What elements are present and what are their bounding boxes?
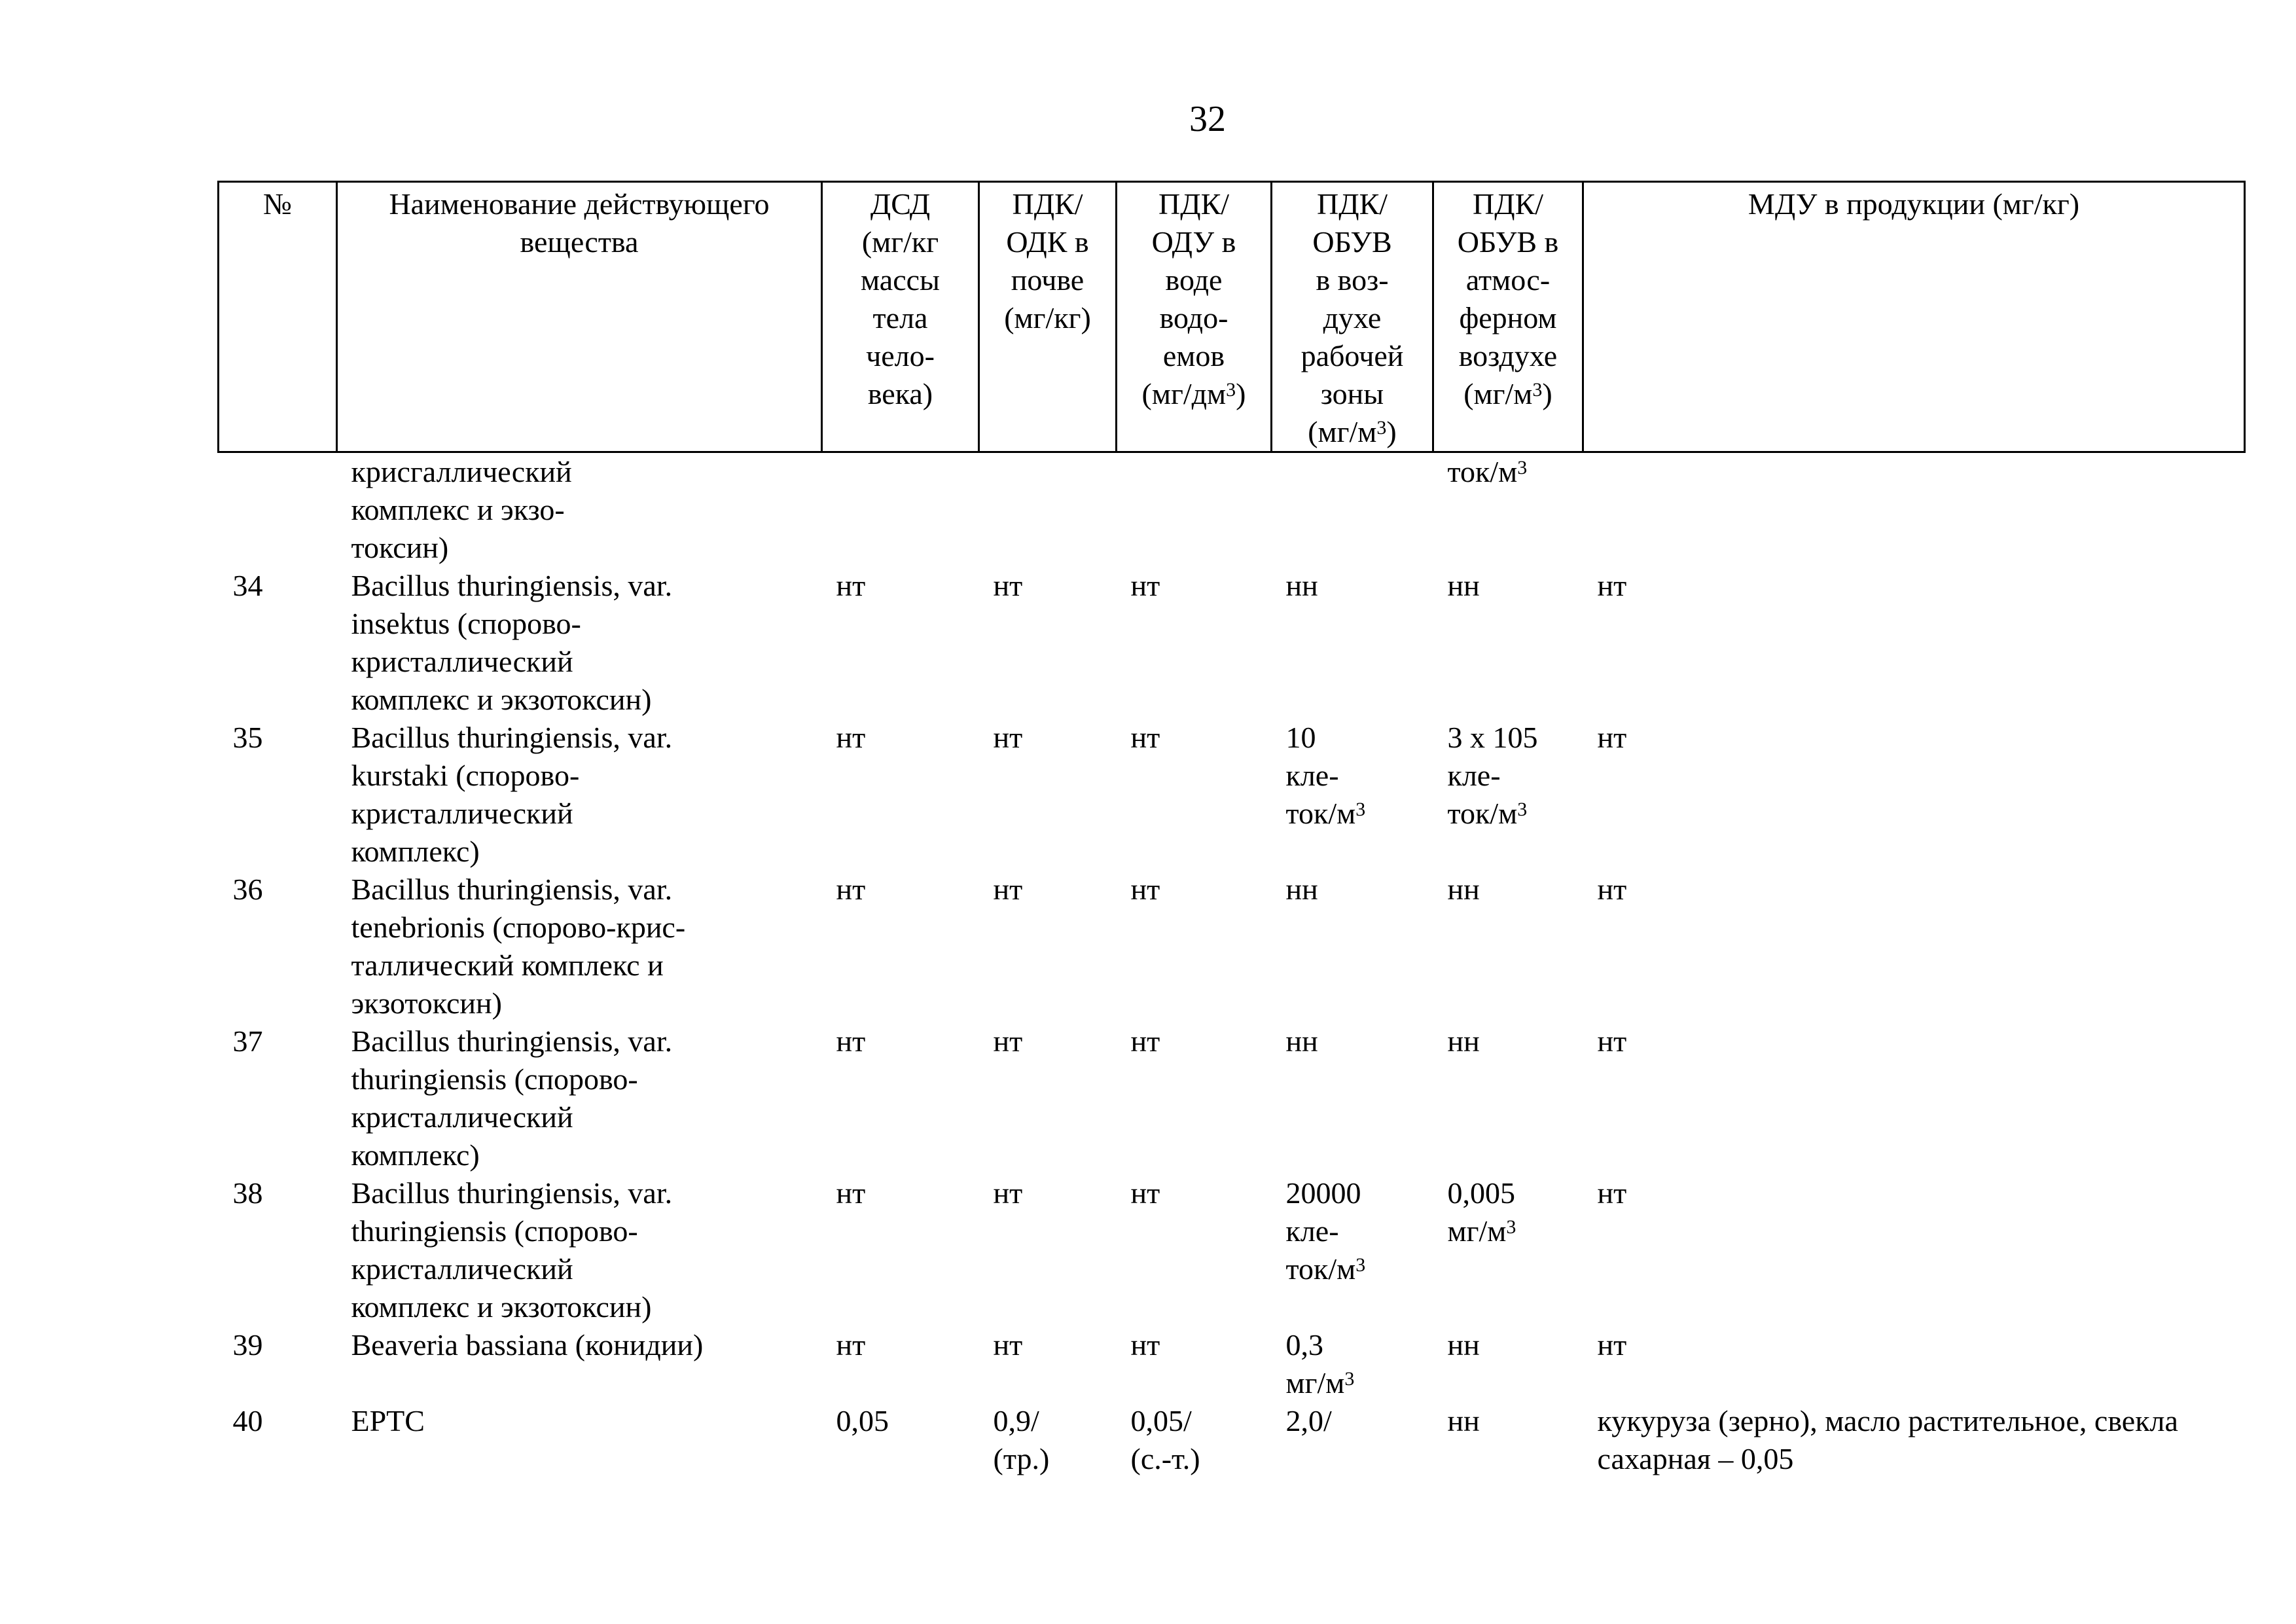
header-line: вещества [520,225,639,259]
header-unit-text: (мг/дм [1141,377,1227,410]
cell-workplace-air-mac [1272,567,1433,719]
cell-line: Bacillus thuringiensis, var. [351,569,673,602]
header-unit-text: (мг/м [1463,377,1533,410]
cell-line: (с.-т.) [1130,1442,1200,1475]
cell-line: токсин) [351,531,449,564]
cell-substance-name [337,719,822,871]
cell-workplace-air-mac [1272,871,1433,1022]
cell-adi [822,1022,979,1174]
header-line: атмос- [1465,263,1551,297]
cell-line: кле- [1285,1214,1339,1248]
cell-atmosphere-mac [1433,452,1583,568]
cell-line: таллический комплекс и [351,948,664,982]
table-row [219,1326,2245,1402]
superscript-3: 3 [1517,799,1528,820]
cell-mrl [1583,452,2245,568]
header-line: водо- [1159,301,1229,334]
cell-workplace-air-mac [1272,1402,1433,1478]
cell-line: insektus (спорово- [351,607,581,640]
cell-adi [822,452,979,568]
header-unit-close: ) [1542,377,1552,410]
table-row [219,719,2245,871]
cell-line: нт [1130,1024,1160,1058]
superscript-3: 3 [1506,1216,1516,1238]
superscript-3: 3 [1344,1368,1355,1390]
table-row [219,567,2245,719]
table-body [219,452,2245,1479]
cell-line: крисгаллический [351,455,572,488]
header-line: ПДК/ [1472,187,1544,221]
header-soil-mac [979,182,1117,452]
cell-line: нт [1130,873,1160,906]
cell-atmosphere-mac [1433,1174,1583,1326]
cell-atmosphere-mac [1433,1326,1583,1402]
cell-substance-name [337,1022,822,1174]
cell-line: нт [1597,721,1627,754]
cell-water-mac [1117,719,1272,871]
cell-line: сахарная – 0,05 [1597,1442,1794,1475]
cell-line: нт [836,569,866,602]
cell-water-mac [1117,1174,1272,1326]
cell-water-mac [1117,452,1272,568]
header-line: массы [861,263,940,297]
header-line: тела [872,301,928,334]
header-line: № [263,187,292,221]
cell-line: нт [993,1176,1023,1210]
cell-line: комплекс) [351,835,480,868]
cell-number: 37 [232,1024,263,1058]
cell-line: Bacillus thuringiensis, var. [351,873,673,906]
cell-line: $мг/м^3$ [1285,1366,1355,1399]
header-line: воде [1165,263,1223,297]
header-atmosphere-mac [1433,182,1583,452]
cell-line: кукуруза (зерно), масло растительное, свекла [1597,1404,2178,1437]
cell-atmosphere-mac [1433,719,1583,871]
header-line: ферном [1459,301,1557,334]
cell-number [219,452,337,568]
cell-number: 40 [232,1404,263,1437]
header-unit-close: ) [1236,377,1246,410]
cell-water-mac [1117,1326,1272,1402]
header-substance-name [337,182,822,452]
cell-soil-mac [979,871,1117,1022]
cell-line: thuringiensis (спорово- [351,1062,638,1096]
cell-line: ток/$м^3$ [1447,455,1528,488]
cell-line: 0,05 [836,1404,889,1437]
header-line: чело- [866,339,935,372]
cell-adi [822,1174,979,1326]
cell-line: tenebrionis (спорово-крис- [351,911,686,944]
cell-workplace-air-mac [1272,719,1433,871]
cell-line: kurstaki (спорово- [351,759,580,792]
cell-line: нт [993,721,1023,754]
cell-substance-name [337,452,822,568]
cell-line: нт [993,1024,1023,1058]
cell-soil-mac [979,1402,1117,1478]
cell-line: 2,0/ [1285,1404,1332,1437]
table-row [219,871,2245,1022]
cell-line: EPTC [351,1404,425,1437]
cell-line: комплекс и экзотоксин) [351,683,652,716]
header-line: века) [867,377,933,410]
cell-line: нн [1447,1404,1480,1437]
cell-mrl [1583,1022,2245,1174]
header-line: (мг/кг) [1004,301,1091,334]
cell-soil-mac [979,1022,1117,1174]
header-line: рабочей [1300,339,1404,372]
header-line: духе [1323,301,1382,334]
cell-line: нн [1447,873,1480,906]
cell-adi [822,567,979,719]
table-row [219,1174,2245,1326]
header-line: ОБУВ [1312,225,1392,259]
cell-substance-name [337,1174,822,1326]
header-water-mac [1117,182,1272,452]
header-line: ОБУВ в [1457,225,1559,259]
cell-water-mac [1117,871,1272,1022]
cell-mrl [1583,1174,2245,1326]
header-line: МДУ в продукции (мг/кг) [1748,187,2080,221]
cell-line: нн [1447,1328,1480,1362]
header-line: воздухе [1458,339,1558,372]
page-number: 32 [1189,99,1226,139]
header-unit [1276,413,1428,451]
cell-line: нт [836,1176,866,1210]
cell-adi [822,1402,979,1478]
table-header [219,182,2245,452]
cell-water-mac [1117,1402,1272,1478]
cell-line: нн [1447,569,1480,602]
cell-substance-name [337,1326,822,1402]
header-number [219,182,337,452]
superscript-3: 3 [1376,417,1387,439]
cell-soil-mac [979,567,1117,719]
cell-workplace-air-mac [1272,1326,1433,1402]
header-line: ОДК в [1006,225,1089,259]
table-row [219,1402,2245,1478]
cell-line: нн [1285,1024,1318,1058]
cell-mrl [1583,719,2245,871]
hygiene-standards-table [217,181,2244,1478]
cell-water-mac [1117,1022,1272,1174]
cell-mrl [1583,871,2245,1022]
header-adi [822,182,979,452]
cell-line: 0,3 [1285,1328,1323,1362]
cell-line: нт [1597,569,1627,602]
cell-line: нн [1285,569,1318,602]
cell-line: 20000 [1285,1176,1361,1210]
cell-line: нт [836,1024,866,1058]
cell-line: нт [1597,1024,1627,1058]
cell-line: 10 [1285,721,1316,754]
table-row [219,452,2245,568]
cell-substance-name [337,1402,822,1478]
cell-atmosphere-mac [1433,567,1583,719]
cell-line: нт [1130,569,1160,602]
header-line: Наименование действующего [389,187,770,221]
cell-line: $мг/м^3$ [1447,1214,1516,1248]
cell-line: 0,9/ [993,1404,1039,1437]
header-line: ОДУ в [1151,225,1236,259]
cell-line: Beaveria bassiana (конидии) [351,1328,704,1362]
header-line: ПДК/ [1012,187,1083,221]
cell-line: комплекс и экзо- [351,493,565,526]
cell-water-mac [1117,567,1272,719]
cell-line: нт [1597,873,1627,906]
cell-line: нт [836,721,866,754]
header-mrl-in-products [1583,182,2245,452]
header-line: почве [1011,263,1085,297]
cell-workplace-air-mac [1272,452,1433,568]
cell-line: кристаллический [351,1252,573,1286]
cell-mrl [1583,1326,2245,1402]
header-unit [1438,375,1578,413]
cell-line: Bacillus thuringiensis, var. [351,721,673,754]
cell-line: нн [1447,1024,1480,1058]
header-unit-close: ) [1386,415,1397,448]
superscript-3: 3 [1355,1254,1366,1276]
cell-line: ток/$м^3$ [1285,1252,1366,1286]
cell-workplace-air-mac [1272,1022,1433,1174]
cell-line: нт [993,873,1023,906]
cell-number: 39 [232,1328,263,1362]
superscript-3: 3 [1355,799,1366,820]
cell-line: комплекс) [351,1138,480,1172]
cell-line: ток/$м^3$ [1447,797,1528,830]
cell-mrl [1583,567,2245,719]
superscript-3: 3 [1517,457,1528,478]
cell-line: нт [836,873,866,906]
cell-number: 35 [232,721,263,754]
cell-line: нт [993,569,1023,602]
header-workplace-air-mac [1272,182,1433,452]
cell-line: нн [1285,873,1318,906]
cell-number: 36 [232,873,263,906]
cell-soil-mac [979,1174,1117,1326]
header-line: зоны [1320,377,1384,410]
superscript-3: 3 [1532,379,1543,401]
cell-adi [822,871,979,1022]
cell-atmosphere-mac [1433,871,1583,1022]
cell-adi [822,1326,979,1402]
cell-line: 0,05/ [1130,1404,1192,1437]
cell-line: экзотоксин) [351,986,502,1020]
header-unit [1121,375,1266,413]
cell-line: (тр.) [993,1442,1050,1475]
cell-line: кле- [1447,759,1501,792]
table-row [219,1022,2245,1174]
cell-soil-mac [979,719,1117,871]
cell-line: Bacillus thuringiensis, var. [351,1176,673,1210]
cell-substance-name [337,567,822,719]
cell-line: 0,005 [1447,1176,1515,1210]
cell-number: 34 [232,569,263,602]
header-line: емов [1162,339,1225,372]
cell-line: Bacillus thuringiensis, var. [351,1024,673,1058]
cell-number: 38 [232,1176,263,1210]
cell-line: нт [993,1328,1023,1362]
header-line: ПДК/ [1158,187,1230,221]
cell-substance-name [337,871,822,1022]
cell-line: thuringiensis (спорово- [351,1214,638,1248]
cell-line: нт [1130,1176,1160,1210]
superscript-3: 3 [1226,379,1236,401]
cell-line: 3 х 105 [1447,721,1538,754]
cell-line: кристаллический [351,797,573,830]
cell-line: нт [1130,721,1160,754]
header-unit-text: (мг/м [1308,415,1377,448]
header-line: в воз- [1316,263,1389,297]
cell-line: нт [1597,1176,1627,1210]
cell-workplace-air-mac [1272,1174,1433,1326]
header-line: ПДК/ [1316,187,1388,221]
header-line: (мг/кг [861,225,939,259]
cell-mrl [1583,1402,2245,1478]
cell-atmosphere-mac [1433,1402,1583,1478]
data-table [217,181,2246,1478]
cell-adi [822,719,979,871]
cell-line: кристаллический [351,1100,573,1134]
cell-soil-mac [979,452,1117,568]
cell-soil-mac [979,1326,1117,1402]
cell-line: ток/$м^3$ [1285,797,1366,830]
cell-atmosphere-mac [1433,1022,1583,1174]
cell-line: кле- [1285,759,1339,792]
cell-line: кристаллический [351,645,573,678]
header-line: ДСД [870,187,931,221]
cell-line: нт [836,1328,866,1362]
cell-line: комплекс и экзотоксин) [351,1290,652,1324]
cell-line: нт [1597,1328,1627,1362]
cell-line: нт [1130,1328,1160,1362]
